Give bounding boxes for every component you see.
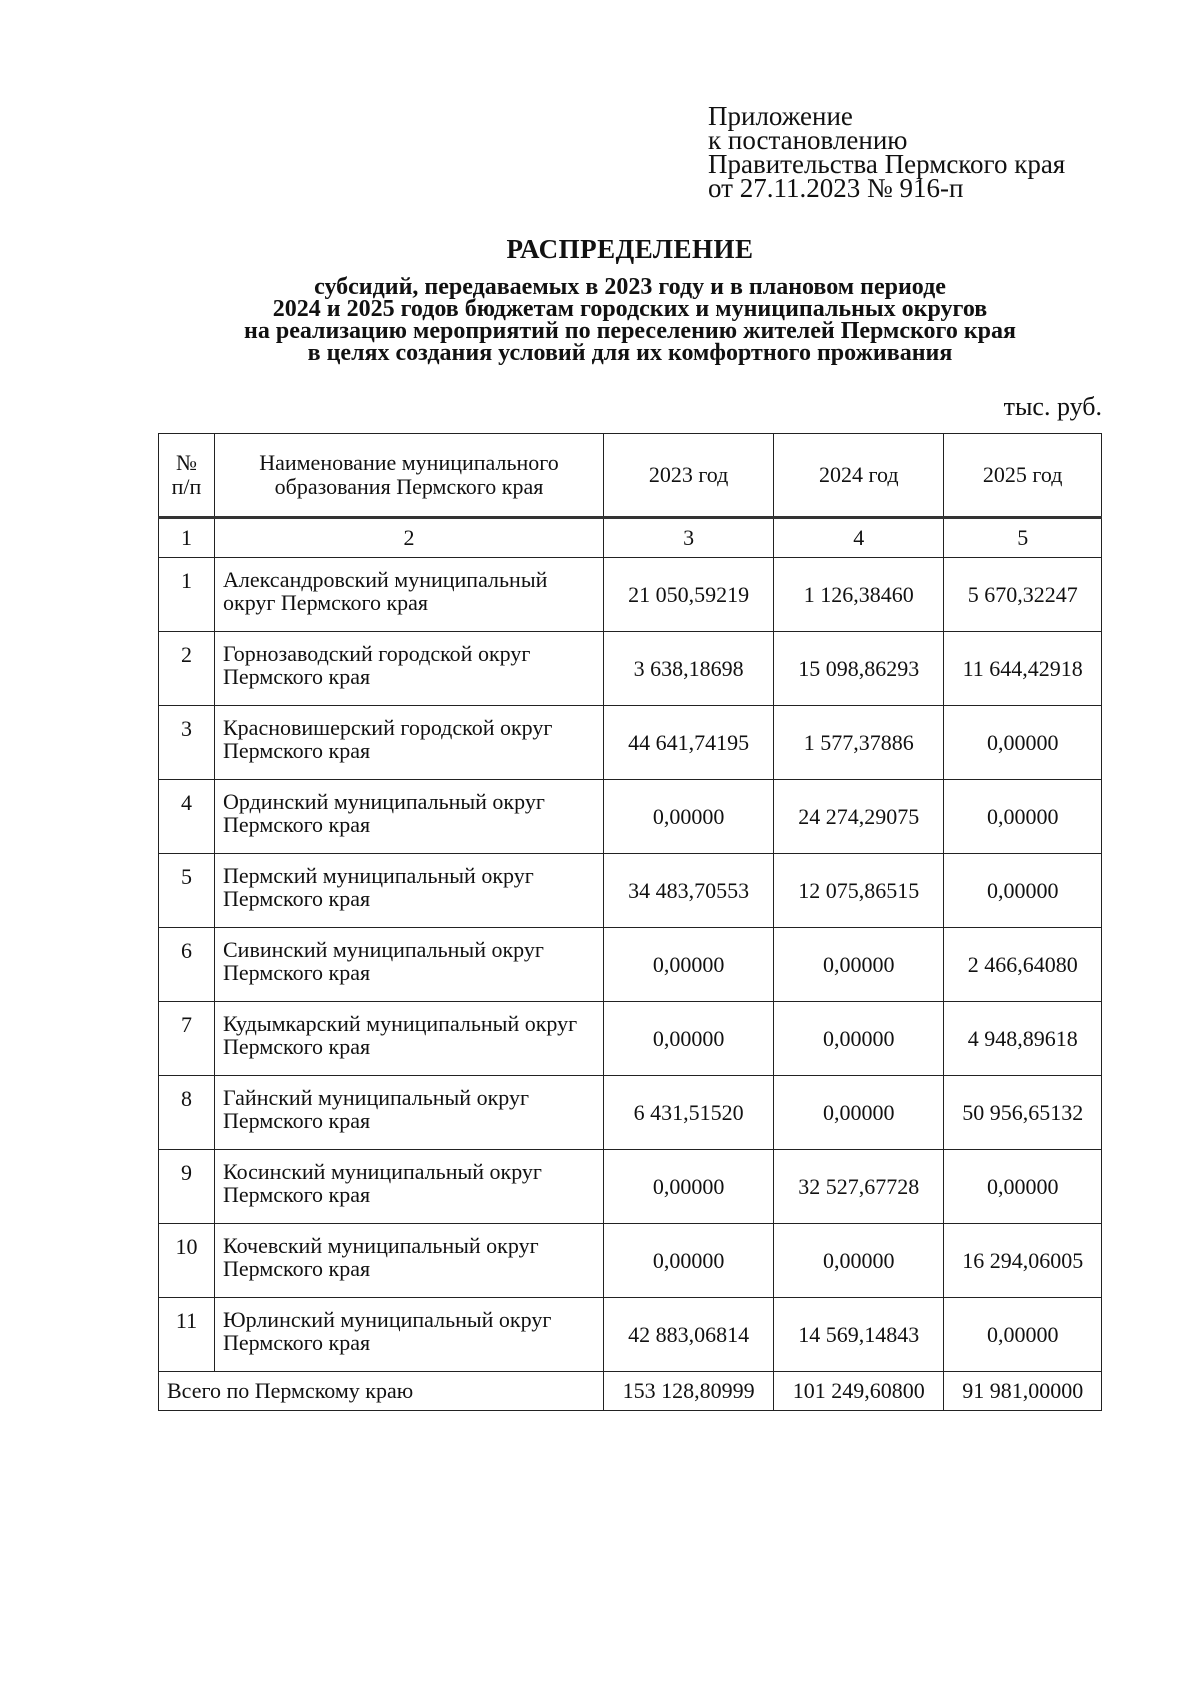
column-index: 1 [159, 518, 215, 558]
value-2025: 2 466,64080 [944, 928, 1102, 1002]
value-2023: 0,00000 [604, 780, 774, 854]
table-header-row [159, 434, 1102, 518]
table-row [159, 854, 1102, 928]
table-row [159, 1150, 1102, 1224]
units-label: тыс. руб. [1003, 392, 1102, 421]
appendix-line: к постановлению [708, 125, 908, 155]
value-2024: 0,00000 [774, 928, 944, 1002]
value-2023: 0,00000 [604, 1224, 774, 1298]
municipality-name: Косинский муниципальный округ Пермского края [215, 1150, 604, 1224]
table-row [159, 558, 1102, 632]
municipality-name: Красновишерский городской округ Пермского края [215, 706, 604, 780]
value-2023: 44 641,74195 [604, 706, 774, 780]
row-number: 9 [159, 1150, 215, 1224]
municipality-name: Горнозаводский городской округ Пермского края [215, 632, 604, 706]
value-2024: 1 126,38460 [774, 558, 944, 632]
value-2024: 32 527,67728 [774, 1150, 944, 1224]
municipality-name: Пермский муниципальный округ Пермского края [215, 854, 604, 928]
header-2025: 2025 год [944, 434, 1102, 518]
header-2023: 2023 год [604, 434, 774, 518]
table-row [159, 928, 1102, 1002]
value-2024: 15 098,86293 [774, 632, 944, 706]
distribution-table [158, 433, 1102, 1411]
row-number: 6 [159, 928, 215, 1002]
value-2025: 0,00000 [944, 1298, 1102, 1372]
header-num: № п/п [159, 434, 215, 518]
value-2023: 34 483,70553 [604, 854, 774, 928]
value-2025: 16 294,06005 [944, 1224, 1102, 1298]
column-index: 3 [604, 518, 774, 558]
appendix-line: Приложение [708, 101, 853, 131]
appendix-line: от 27.11.2023 № 916-п [708, 173, 964, 203]
municipality-name: Сивинский муниципальный округ Пермского края [215, 928, 604, 1002]
total-2025: 91 981,00000 [944, 1372, 1102, 1411]
subtitle-line: 2024 и 2025 годов бюджетам городских и муниципальных округов [272, 296, 988, 322]
row-number: 3 [159, 706, 215, 780]
value-2024: 0,00000 [774, 1002, 944, 1076]
value-2025: 11 644,42918 [944, 632, 1102, 706]
column-index: 4 [774, 518, 944, 558]
municipality-name: Юрлинский муниципальный округ Пермского края [215, 1298, 604, 1372]
table-row [159, 1298, 1102, 1372]
total-row [159, 1372, 1102, 1411]
municipality-name: Ординский муниципальный округ Пермского края [215, 780, 604, 854]
subtitle-line: на реализацию мероприятий по переселению жителей Пермского края [244, 318, 1016, 344]
value-2025: 0,00000 [944, 706, 1102, 780]
municipality-name: Александровский муниципальный округ Пермского края [215, 558, 604, 632]
value-2023: 3 638,18698 [604, 632, 774, 706]
document-subtitle [0, 276, 1200, 364]
value-2025: 50 956,65132 [944, 1076, 1102, 1150]
value-2023: 0,00000 [604, 1002, 774, 1076]
row-number: 2 [159, 632, 215, 706]
municipality-name: Кочевский муниципальный округ Пермского края [215, 1224, 604, 1298]
table-row [159, 1076, 1102, 1150]
total-2024: 101 249,60800 [774, 1372, 944, 1411]
value-2024: 0,00000 [774, 1224, 944, 1298]
table-row [159, 632, 1102, 706]
appendix-line: Правительства Пермского края [708, 149, 1066, 179]
column-index-row [159, 518, 1102, 558]
value-2025: 0,00000 [944, 780, 1102, 854]
appendix-block [708, 101, 1066, 203]
value-2024: 1 577,37886 [774, 706, 944, 780]
column-index: 2 [215, 518, 604, 558]
municipality-name: Кудымкарский муниципальный округ Пермского края [215, 1002, 604, 1076]
table-row [159, 780, 1102, 854]
value-2024: 24 274,29075 [774, 780, 944, 854]
value-2023: 0,00000 [604, 928, 774, 1002]
value-2023: 42 883,06814 [604, 1298, 774, 1372]
row-number: 11 [159, 1298, 215, 1372]
row-number: 1 [159, 558, 215, 632]
subtitle-line: субсидий, передаваемых в 2023 году и в плановом периоде [314, 274, 946, 300]
document-title: РАСПРЕДЕЛЕНИЕ [506, 234, 754, 264]
row-number: 10 [159, 1224, 215, 1298]
row-number: 8 [159, 1076, 215, 1150]
row-number: 7 [159, 1002, 215, 1076]
value-2023: 21 050,59219 [604, 558, 774, 632]
total-label: Всего по Пермскому краю [159, 1372, 604, 1411]
header-2024: 2024 год [774, 434, 944, 518]
value-2024: 0,00000 [774, 1076, 944, 1150]
value-2025: 4 948,89618 [944, 1002, 1102, 1076]
table-row [159, 706, 1102, 780]
column-index: 5 [944, 518, 1102, 558]
table-row [159, 1224, 1102, 1298]
row-number: 4 [159, 780, 215, 854]
value-2024: 12 075,86515 [774, 854, 944, 928]
value-2023: 0,00000 [604, 1150, 774, 1224]
subtitle-line: в целях создания условий для их комфортного проживания [307, 340, 953, 366]
value-2025: 0,00000 [944, 1150, 1102, 1224]
table-row [159, 1002, 1102, 1076]
header-name: Наименование муниципального образования Пермского края [215, 434, 604, 518]
total-2023: 153 128,80999 [604, 1372, 774, 1411]
value-2024: 14 569,14843 [774, 1298, 944, 1372]
row-number: 5 [159, 854, 215, 928]
municipality-name: Гайнский муниципальный округ Пермского края [215, 1076, 604, 1150]
value-2025: 0,00000 [944, 854, 1102, 928]
value-2025: 5 670,32247 [944, 558, 1102, 632]
value-2023: 6 431,51520 [604, 1076, 774, 1150]
